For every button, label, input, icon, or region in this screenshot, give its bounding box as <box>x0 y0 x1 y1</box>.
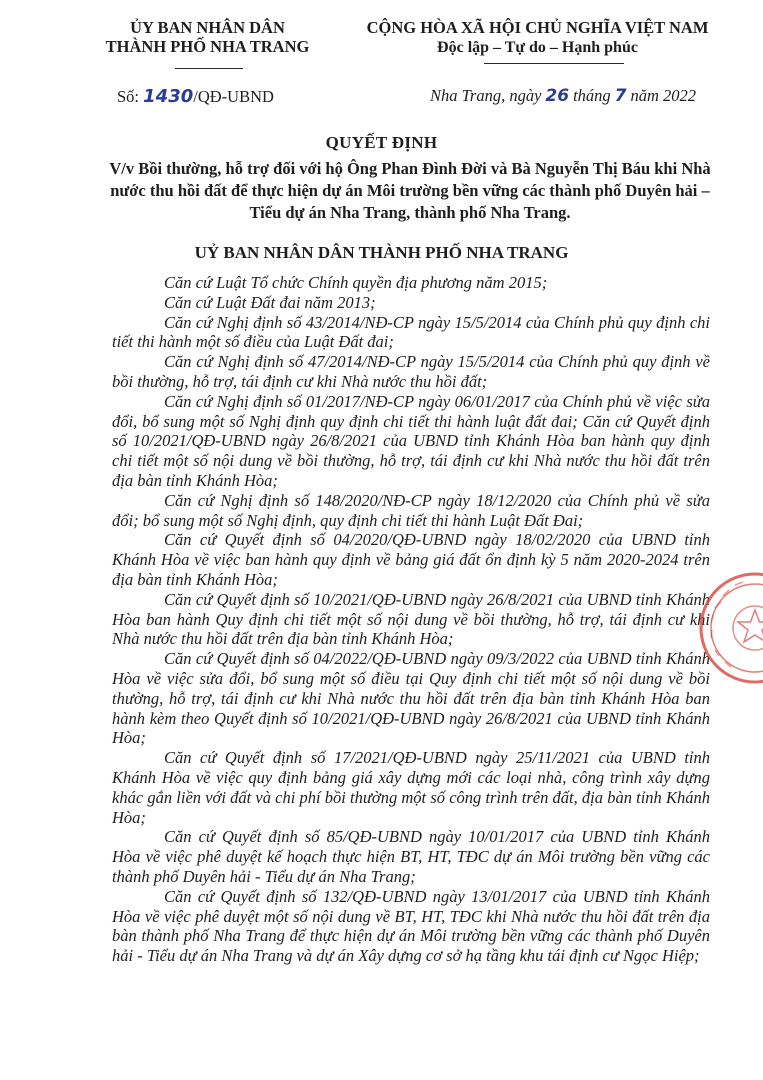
legal-basis-paragraph: Căn cứ Luật Đất đai năm 2013; <box>164 292 376 312</box>
date-day-handwritten: 26 <box>545 86 570 106</box>
document-subject: V/v Bồi thường, hỗ trợ đối với hộ Ông Phan Đình Đời và Bà Nguyễn Thị Báu khi Nhà nước thu hồi đất để thực hiện dự án Môi trường bền vững các thành phố Duyên hải – Tiểu dự án Nha Trang, thành phố Nha Trang. <box>109 159 711 222</box>
place-and-date <box>430 86 696 106</box>
issuing-council: UỶ BAN NHÂN DÂN THÀNH PHỐ NHA TRANG <box>194 243 569 262</box>
org-name-line2: THÀNH PHỐ NHA TRANG <box>105 37 310 56</box>
legal-basis-paragraph: Căn cứ Nghị định số 01/2017/NĐ-CP ngày 06/01/2017 của Chính phủ về việc sửa đổi, bổ sung một số Nghị định quy định chi tiết thi hành luật đất đai; Căn cứ Quyết định số 10/2021/QĐ-UBND ngày 26/8/2021 của UBND tỉnh Khánh Hòa ban hành quy định chi tiết một số nội dung về bồi thường, hỗ trợ, tái định cư khi Nhà nước thu hồi đất trên địa bàn tỉnh Khánh Hòa; <box>112 391 710 490</box>
official-seal-stamp <box>695 568 763 688</box>
legal-basis-list <box>112 273 710 966</box>
legal-basis-paragraph: Căn cứ Luật Tổ chức Chính quyền địa phương năm 2015; <box>164 273 548 292</box>
legal-basis-paragraph: Căn cứ Quyết định số 04/2020/QĐ-UBND ngày 18/02/2020 của UBND tỉnh Khánh Hòa về việc ban hành quy định về bảng giá đất ổn định kỳ 5 năm 2020-2024 trên địa bàn tỉnh Khánh Hòa; <box>112 530 710 589</box>
document-title: QUYẾT ĐỊNH <box>325 133 438 152</box>
national-title: CỘNG HÒA XÃ HỘI CHỦ NGHĨA VIỆT NAM <box>366 18 709 37</box>
motto-underline <box>484 63 624 64</box>
legal-basis-paragraph: Căn cứ Quyết định số 04/2022/QĐ-UBND ngày 09/3/2022 của UBND tỉnh Khánh Hòa về việc sửa đổi, bổ sung một số điều tại Quy định chi tiết một số nội dung về bồi thường, hỗ trợ, tái định cư khi Nhà nước thu hồi đất trên địa bàn tỉnh Khánh Hòa ban hành kèm theo Quyết định số 10/2021/QĐ-UBND ngày 26/8/2021 của UBND tỉnh Khánh Hòa; <box>112 649 710 748</box>
doc-number-handwritten: 1430 <box>143 86 194 107</box>
legal-basis-paragraph: Căn cứ Nghị định số 148/2020/NĐ-CP ngày 18/12/2020 của Chính phủ về sửa đổi; bổ sung một số Nghị định, quy định chi tiết thi hành Luật Đất Đai; <box>112 490 710 530</box>
doc-number-suffix: /QĐ-UBND <box>193 87 274 106</box>
national-motto: Độc lập – Tự do – Hạnh phúc <box>437 39 638 56</box>
legal-basis-paragraph: Căn cứ Nghị định số 47/2014/NĐ-CP ngày 15/5/2014 của Chính phủ quy định về bồi thường, hỗ trợ, tái định cư khi Nhà nước thu hồi đất; <box>112 352 710 391</box>
org-name-line1: ỦY BAN NHÂN DÂN <box>130 18 285 37</box>
issuing-organization <box>105 18 310 56</box>
place-prefix: Nha Trang, ngày <box>430 86 542 105</box>
legal-basis-paragraph: Căn cứ Quyết định số 132/QĐ-UBND ngày 13/01/2017 của UBND tỉnh Khánh Hòa về việc phê duyệt một số nội dung về BT, HT, TĐC khi Nhà nước thu hồi đất trên địa bàn thành phố Nha Trang để thực hiện dự án Môi trường bền vững các thành phố Duyên hải - Tiểu dự án Nha Trang và dự án Xây dựng cơ sở hạ tầng khu tái định cư Ngọc Hiệp; <box>112 886 710 966</box>
year-label: năm 2022 <box>630 86 697 105</box>
legal-basis-paragraph: Căn cứ Nghị định số 43/2014/NĐ-CP ngày 15/5/2014 của Chính phủ quy định chi tiết thi hành một số điều của Luật Đất đai; <box>112 312 710 352</box>
legal-basis-paragraph: Căn cứ Quyết định số 85/QĐ-UBND ngày 10/01/2017 của UBND tỉnh Khánh Hòa về việc phê duyệt kế hoạch thực hiện BT, HT, TĐC dự án Môi trường bền vững các thành phố Duyên hải - Tiểu dự án Nha Trang; <box>112 827 710 886</box>
org-underline <box>175 68 243 69</box>
doc-number-prefix: Số: <box>117 87 140 106</box>
document-number <box>117 86 274 107</box>
month-label: tháng <box>573 86 611 105</box>
date-month-handwritten: 7 <box>614 86 627 106</box>
legal-basis-paragraph: Căn cứ Quyết định số 17/2021/QĐ-UBND ngày 25/11/2021 của UBND tỉnh Khánh Hòa về việc quy định bảng giá xây dựng mới các loại nhà, công trình xây dựng khác gắn liền với đất và chi phí bồi thường một số công trình trên đất, địa bàn tỉnh Khánh Hòa; <box>112 748 710 827</box>
legal-basis-paragraph: Căn cứ Quyết định số 10/2021/QĐ-UBND ngày 26/8/2021 của UBND tỉnh Khánh Hòa ban hành Quy định chi tiết một số nội dung về bồi thường, hỗ trợ, tái định cư khi Nhà nước thu hồi đất trên địa bàn tỉnh Khánh Hòa; <box>112 589 710 649</box>
